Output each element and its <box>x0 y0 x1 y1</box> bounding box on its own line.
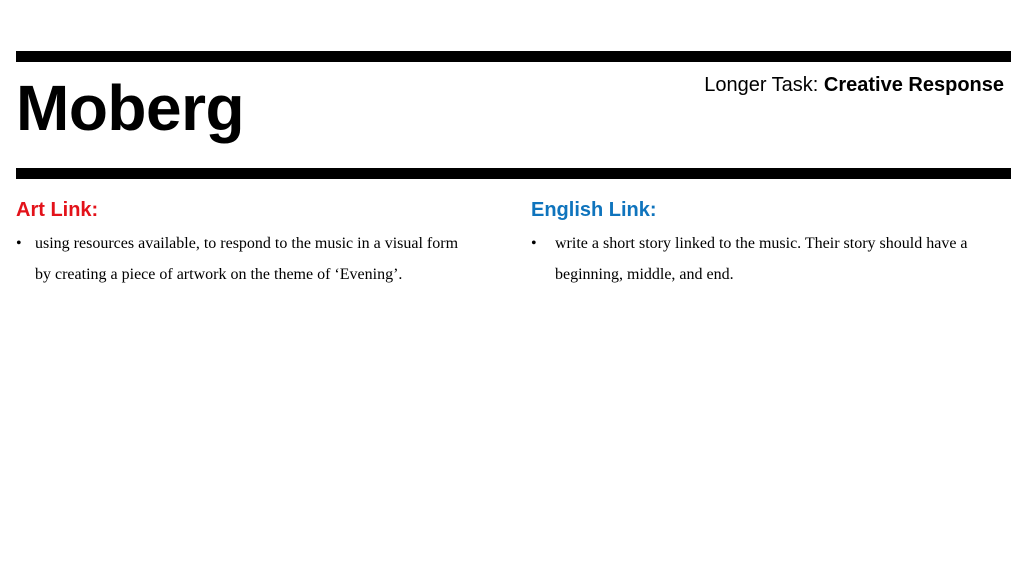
english-link-list <box>531 228 1001 290</box>
top-rule <box>16 51 1011 62</box>
bullet-icon: • <box>16 235 22 252</box>
english-link-section <box>531 196 1001 290</box>
list-item <box>16 228 476 290</box>
art-link-list <box>16 228 476 290</box>
art-link-section <box>16 196 476 290</box>
art-link-heading: Art Link: <box>16 199 99 221</box>
bottom-rule <box>16 168 1011 179</box>
task-label <box>704 72 1004 98</box>
task-emphasis: Creative Response <box>823 74 1004 96</box>
slide-title: Moberg <box>16 72 245 144</box>
list-item <box>531 228 1001 290</box>
task-prefix: Longer Task: <box>704 74 824 96</box>
bullet-icon: • <box>531 235 537 252</box>
list-item-text: write a short story linked to the music. Their story should have a beginning, middle, and end. <box>555 235 968 283</box>
list-item-text: using resources available, to respond to the music in a visual form by creating a piece of artwork on the theme of ‘Evening’. <box>35 235 459 283</box>
english-link-heading: English Link: <box>531 199 657 221</box>
